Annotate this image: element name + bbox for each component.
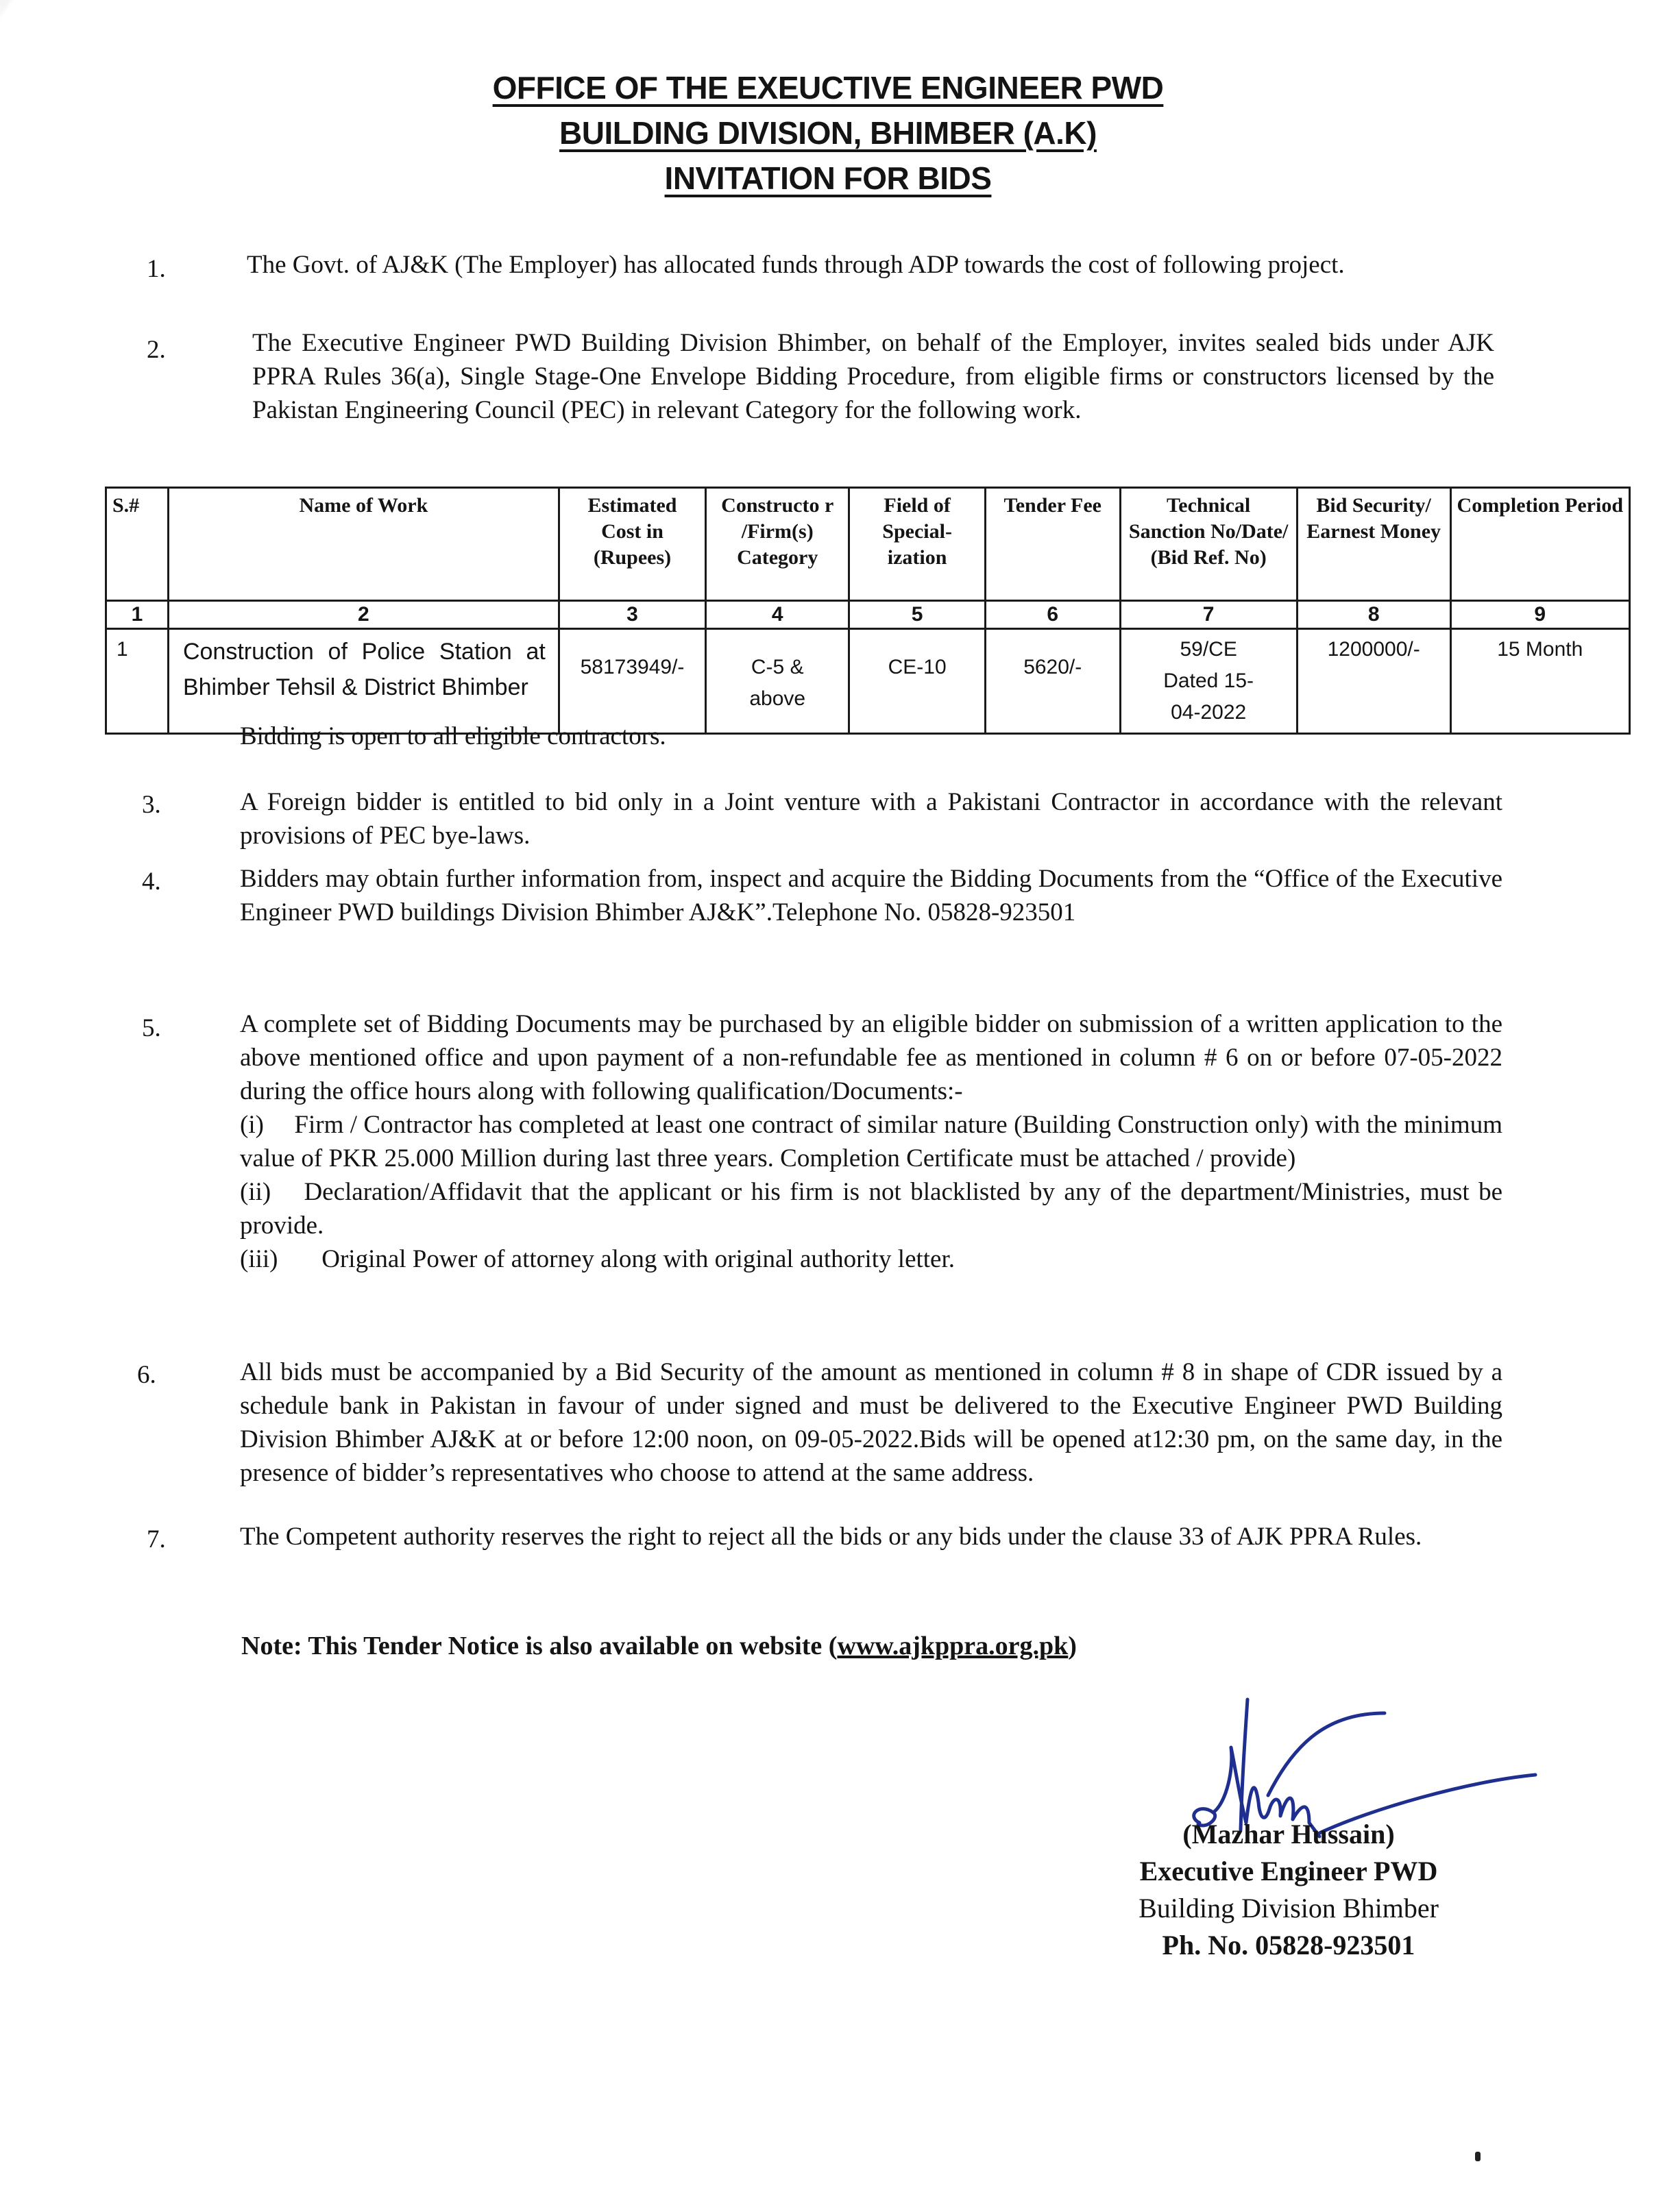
qualification-text: Original Power of attorney along with original authority letter. <box>321 1245 955 1273</box>
open-bidding-note: Bidding is open to all eligible contractors. <box>240 722 666 750</box>
scan-speck <box>1475 2152 1481 2161</box>
col-number: 3 <box>559 601 705 629</box>
qualification-label: (iii) <box>240 1245 278 1273</box>
signatory-phone: Ph. No. 05828-923501 <box>1162 1930 1415 1961</box>
col-number: 2 <box>168 601 559 629</box>
table-row <box>106 629 1630 734</box>
para-5-block <box>240 1007 1502 1276</box>
col-number: 6 <box>985 601 1120 629</box>
signatory-block <box>1097 1816 1481 1964</box>
para-7-number: 7. <box>147 1525 166 1553</box>
column-number-row <box>106 601 1630 629</box>
col-number: 1 <box>106 601 169 629</box>
para-3-text: A Foreign bidder is entitled to bid only in a Joint venture with a Pakistani Contractor in accordance with the relevant provisions of PEC bye-laws. <box>240 788 1502 850</box>
website-note-close: ) <box>1068 1632 1077 1660</box>
para-7-text: The Competent authority reserves the right to reject all the bids or any bids under the clause 33 of AJK PPRA Rules. <box>240 1523 1422 1551</box>
cell-name-of-work: Construction of Police Station at Bhimber Tehsil & District Bhimber <box>168 629 559 734</box>
col-number: 4 <box>706 601 849 629</box>
para-4-number: 4. <box>142 868 161 896</box>
para-5-number: 5. <box>142 1014 161 1042</box>
col-header-category: Constructo r /Firm(s) Category <box>706 488 849 601</box>
website-link[interactable]: www.ajkppra.org.pk <box>837 1632 1069 1660</box>
para-1-number: 1. <box>147 255 166 283</box>
col-header-estimated-cost: Estimated Cost in (Rupees) <box>559 488 705 601</box>
cell-completion: 15 Month <box>1450 629 1629 734</box>
website-note-text: Note: This Tender Notice is also available on website ( <box>241 1632 838 1660</box>
qualification-text: Firm / Contractor has completed at least one contract of similar nature (Building Construction only) with the minimum value of PKR 25.000 Million during last three years. Completion Certificate must be attached / provide) <box>240 1111 1502 1172</box>
col-number: 7 <box>1120 601 1297 629</box>
signatory-name: (Mazhar Hussain) <box>1182 1819 1395 1850</box>
col-header-sanction: Technical Sanction No/Date/ (Bid Ref. No) <box>1120 488 1297 601</box>
website-note <box>241 1631 1077 1661</box>
qualification-item-1 <box>240 1108 1502 1175</box>
qualification-label: (ii) <box>240 1178 271 1206</box>
qualification-item-2 <box>240 1175 1502 1242</box>
scan-crease-shadow <box>0 0 214 53</box>
qualification-label: (i) <box>240 1111 264 1139</box>
cell-field: CE-10 <box>849 629 986 734</box>
notice-header <box>0 65 1656 201</box>
col-header-tender-fee: Tender Fee <box>985 488 1120 601</box>
cell-category: C-5 & above <box>706 629 849 734</box>
para-6-text: All bids must be accompanied by a Bid Security of the amount as mentioned in column # 8 in shape of CDR issued by a schedule bank in Pakistan in favour of under signed and must be delivered to the Executive Engineer PWD Building Division Bhimber AJ&K at or before 12:00 noon, on 09-05-2022.Bids will be opened at12:30 pm, on the same day, in the presence of bidder’s representatives who choose to attend at the same address. <box>240 1358 1502 1487</box>
para-5-text: A complete set of Bidding Documents may be purchased by an eligible bidder on submission of a written application to the above mentioned office and upon payment of a non-refundable fee as mentioned in column # 6 on or before 07-05-2022 during the office hours along with following qualification/Documents:- <box>240 1010 1502 1105</box>
cell-sno: 1 <box>106 629 169 734</box>
office-title: OFFICE OF THE EXEUCTIVE ENGINEER PWD <box>492 70 1164 106</box>
para-6-number: 6. <box>137 1361 156 1389</box>
col-header-field: Field of Special- ization <box>849 488 986 601</box>
col-number: 8 <box>1297 601 1450 629</box>
col-header-name-of-work: Name of Work <box>168 488 559 601</box>
qualification-item-3 <box>240 1242 1502 1276</box>
signatory-division: Building Division Bhimber <box>1138 1893 1439 1924</box>
division-title: BUILDING DIVISION, BHIMBER (A.K) <box>559 115 1097 151</box>
col-header-bid-security: Bid Security/ Earnest Money <box>1297 488 1450 601</box>
cell-bid-security: 1200000/- <box>1297 629 1450 734</box>
para-2-text: The Executive Engineer PWD Building Division Bhimber, on behalf of the Employer, invites sealed bids under AJK PPRA Rules 36(a), Single Stage-One Envelope Bidding Procedure, from eligible firms or constructors licensed by the Pakistan Engineering Council (PEC) in relevant Category for the following work. <box>252 329 1494 424</box>
table-header-row <box>106 488 1630 601</box>
col-header-completion: Completion Period <box>1450 488 1629 601</box>
col-number: 9 <box>1450 601 1629 629</box>
para-4-text: Bidders may obtain further information from, inspect and acquire the Bidding Documents from the “Office of the Executive Engineer PWD buildings Division Bhimber AJ&K”.Telephone No. 05828-923501 <box>240 865 1502 926</box>
col-header-sno: S.# <box>106 488 169 601</box>
para-1-text: The Govt. of AJ&K (The Employer) has allocated funds through ADP towards the cost of following project. <box>247 251 1345 279</box>
cell-sanction: 59/CE Dated 15-04-2022 <box>1120 629 1297 734</box>
para-2-number: 2. <box>147 336 166 364</box>
cell-estimated-cost: 58173949/- <box>559 629 705 734</box>
col-number: 5 <box>849 601 986 629</box>
signatory-title: Executive Engineer PWD <box>1139 1856 1438 1887</box>
works-table <box>105 487 1631 735</box>
para-3-number: 3. <box>142 791 161 819</box>
cell-tender-fee: 5620/- <box>985 629 1120 734</box>
qualification-text: Declaration/Affidavit that the applicant or his firm is not blacklisted by any of the department/Ministries, must be provide. <box>240 1178 1503 1240</box>
notice-title: INVITATION FOR BIDS <box>664 160 992 196</box>
